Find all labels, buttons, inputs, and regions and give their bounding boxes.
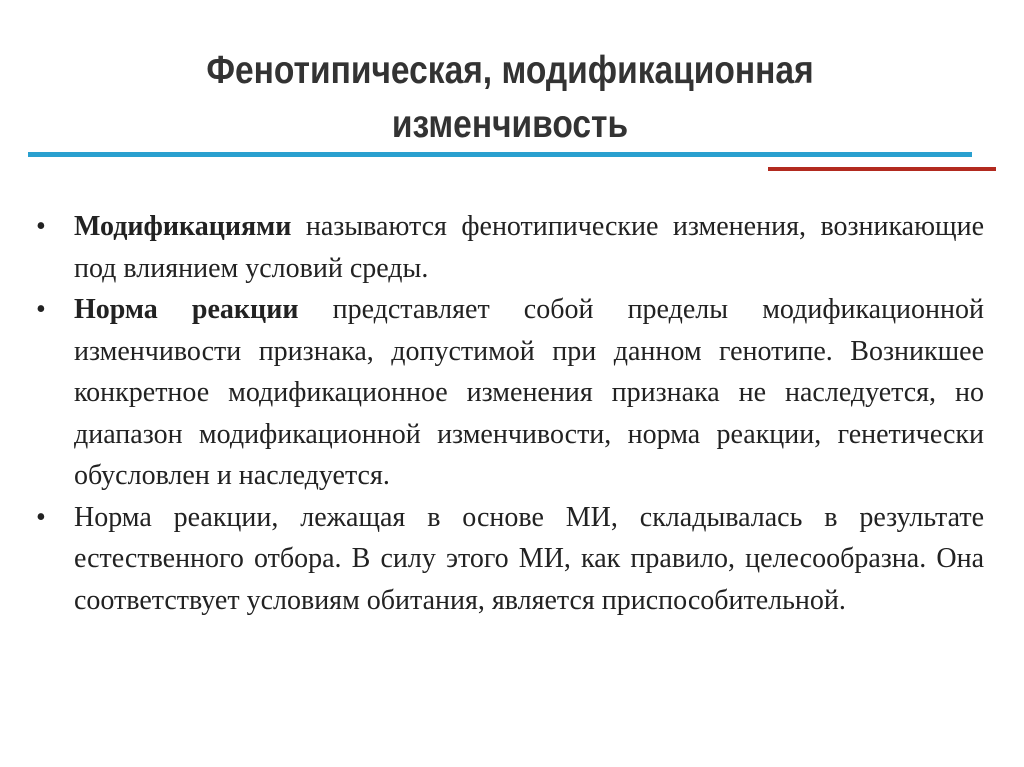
bullet-item [36,206,984,289]
bullet-dot: • [36,294,46,325]
bullet-bold-term: Норма реакции [74,294,299,325]
bullet-body: называются фенотипические изменения, возникающие под влиянием условий среды. [74,211,984,284]
slide-title [123,44,897,152]
bullet-text [74,211,984,284]
bullet-item [36,289,984,497]
bullet-item [36,497,984,622]
bullet-text [74,502,984,616]
bullet-body: Норма реакции, лежащая в основе МИ, складывалась в результате естественного отбора. В силу этого МИ, как правило, целесообразна. Она соответствует условиям обитания, является приспособительной. [74,501,984,616]
bullet-dot: • [36,211,46,242]
bullet-text [74,294,984,491]
bullet-bold-term: Модификациями [74,211,292,242]
bullet-body: представляет собой пределы модификационной изменчивости признака, допустимой при данном генотипе. Возникшее конкретное модификационное изменения признака не наследуется, но диапазон модификационной изменчивости, норма реакции, генетически обусловлен и наследуется. [74,294,984,491]
bullet-dot: • [36,501,46,533]
slide-title-line-2: изменчивость [391,103,629,146]
bullet-list [36,206,984,621]
slide-title-line-1: Фенотипическая, модификационная [206,49,814,92]
title-underline-blue [28,152,972,157]
title-underline-red [768,167,996,171]
